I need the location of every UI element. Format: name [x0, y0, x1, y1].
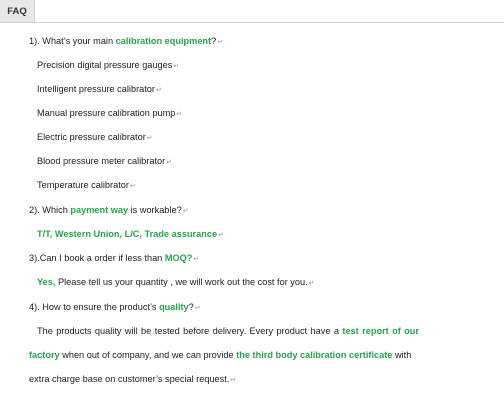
- list-item: [37, 83, 162, 97]
- paragraph-mark-icon: ↵: [308, 280, 315, 287]
- list-item: [37, 155, 172, 169]
- list-item: [37, 59, 179, 73]
- faq-answer-4-line-2: [29, 349, 411, 361]
- paragraph-mark-icon: ↵: [182, 208, 189, 215]
- list-item: [37, 107, 182, 121]
- faq-answer-3: [37, 276, 315, 290]
- faq-question-1: [29, 35, 223, 49]
- paragraph-mark-icon: ↵: [155, 87, 162, 94]
- paragraph-mark-icon: ↵: [218, 232, 224, 239]
- paragraph-mark-icon: ↵: [166, 159, 173, 166]
- answer-highlight: the third body calibration certificate: [236, 350, 393, 360]
- question-text: 2). Which: [29, 205, 71, 215]
- paragraph-mark-icon: ↵: [129, 183, 136, 190]
- question-suffix: is workable?: [128, 205, 182, 215]
- faq-question-4: [29, 301, 201, 315]
- list-item-text: Electric pressure calibrator: [37, 132, 146, 142]
- paragraph-mark-icon: ↵: [193, 256, 200, 263]
- answer-text: T/T, Western Union, L/C, Trade assurance: [37, 229, 218, 239]
- question-highlight: MOQ?: [164, 253, 193, 263]
- question-highlight: quality: [159, 302, 189, 312]
- list-item-text: Manual pressure calibration pump: [37, 108, 176, 118]
- list-item: [37, 131, 153, 145]
- paragraph-mark-icon: ↵: [173, 63, 180, 70]
- tab-faq[interactable]: FAQ: [0, 0, 35, 22]
- question-text: 3).Can I book a order if less than: [29, 253, 165, 263]
- paragraph-mark-icon: ↵: [146, 135, 153, 142]
- answer-text: with: [392, 350, 412, 360]
- question-suffix: ?: [211, 36, 217, 46]
- list-item: [37, 179, 136, 193]
- list-item-text: Temperature calibrator: [37, 180, 129, 190]
- answer-text: The products quality will be tested before delivery. Every product have a: [37, 326, 339, 336]
- faq-question-2: [29, 204, 189, 218]
- paragraph-mark-icon: ↵: [194, 305, 201, 312]
- list-item-text: Precision digital pressure gauges: [37, 60, 173, 70]
- answer-highlight: test report of our: [342, 326, 419, 336]
- answer-highlight: factory: [29, 350, 60, 360]
- question-text: 4). How to ensure the product’s: [29, 302, 160, 312]
- answer-highlight: Yes,: [37, 277, 56, 287]
- answer-text: Please tell us your quantity , we will work out the cost for you.: [55, 277, 308, 287]
- list-item-text: Blood pressure meter calibrator: [37, 156, 166, 166]
- question-suffix: ?: [188, 302, 194, 312]
- paragraph-mark-icon: ↵: [230, 377, 237, 384]
- question-text: 1). What’s your main: [29, 36, 116, 46]
- faq-answer-2: [37, 228, 224, 242]
- answer-text: extra charge base on customer’s special request.: [29, 374, 230, 384]
- paragraph-mark-icon: ↵: [176, 111, 183, 118]
- question-highlight: calibration equipment: [115, 36, 212, 46]
- faq-answer-4-line-3: [29, 373, 236, 387]
- answer-text: when out of company, and we can provide: [59, 350, 237, 360]
- paragraph-mark-icon: ↵: [217, 39, 224, 46]
- faq-answer-4-line-1: [37, 325, 419, 337]
- list-item-text: Intelligent pressure calibrator: [37, 84, 155, 94]
- tab-bar: [0, 0, 504, 23]
- question-highlight: payment way: [70, 205, 129, 215]
- faq-question-3: [29, 252, 199, 266]
